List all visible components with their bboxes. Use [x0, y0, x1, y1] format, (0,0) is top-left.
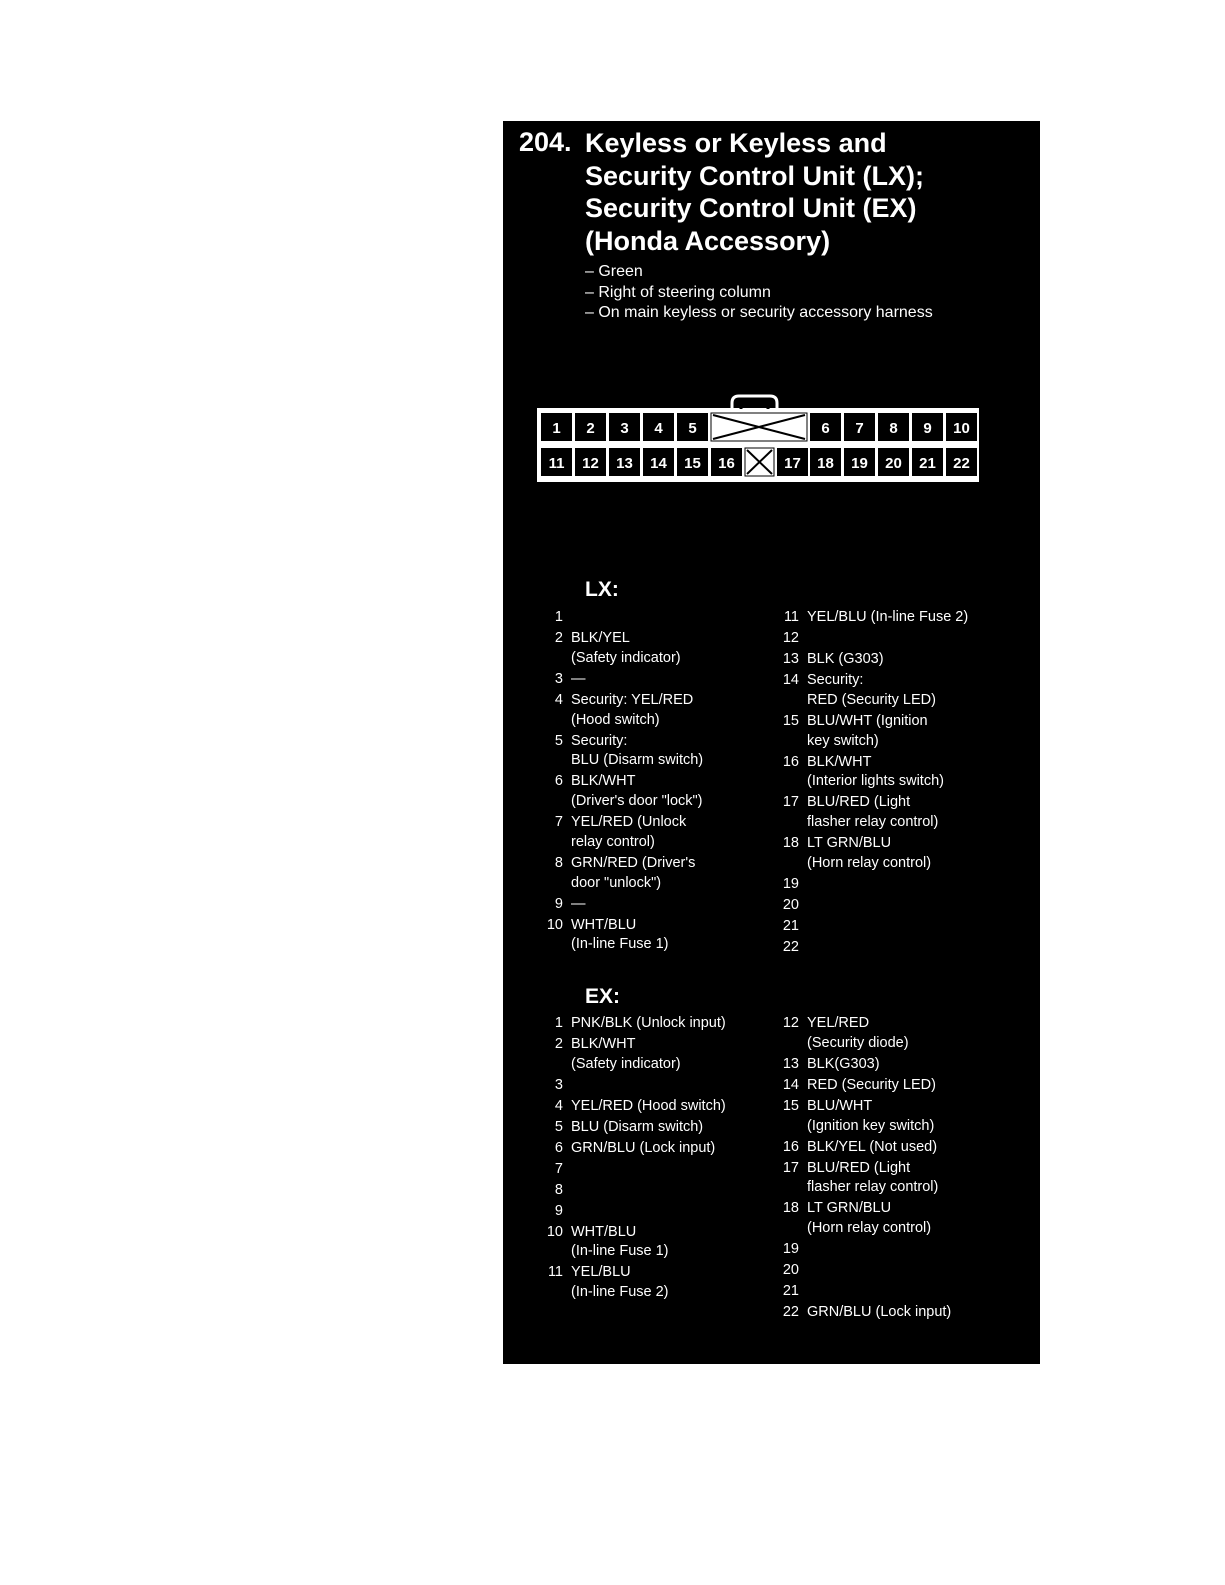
pin-entry — [539, 854, 703, 894]
pin-description — [571, 1014, 726, 1034]
pin-description-line — [807, 1261, 811, 1281]
lx-section-label: LX: — [585, 578, 619, 601]
pin-description-line: (Safety indicator) — [571, 1055, 681, 1072]
pin-number: 12 — [782, 629, 799, 646]
pin-entry — [539, 629, 703, 669]
pin-number: 21 — [782, 1283, 799, 1300]
pin-description — [807, 1097, 934, 1137]
pin-description-line: (Interior lights switch) — [807, 773, 944, 790]
pin-number: 19 — [782, 875, 799, 892]
pin-number: 18 — [782, 1200, 799, 1217]
pin-entry — [775, 671, 968, 711]
pin-entry — [775, 1159, 951, 1199]
pin-description-line: BLK(G303) — [807, 1055, 880, 1072]
pin-number: 1 — [554, 609, 563, 625]
pin-entry — [539, 1202, 726, 1222]
pin-number: 11 — [783, 609, 799, 625]
pin-description-line: (Horn relay control) — [807, 1220, 932, 1237]
diagram-panel — [503, 121, 1040, 1364]
pin-cavity-number: 19 — [851, 455, 868, 472]
pin-description — [571, 813, 686, 853]
pin-entry — [775, 834, 968, 874]
pin-description — [807, 608, 968, 628]
pin-entry — [775, 1055, 951, 1075]
pin-description — [807, 793, 938, 833]
pin-description — [571, 1202, 575, 1222]
pin-description-line: (Horn relay control) — [807, 854, 932, 871]
pin-number: 9 — [554, 1202, 563, 1219]
pin-cavity-number: 3 — [620, 420, 629, 437]
pin-cavity-number: 4 — [654, 420, 663, 437]
pin-description — [807, 875, 811, 895]
pin-description-line: BLU/WHT — [807, 1097, 873, 1114]
pin-description — [571, 916, 669, 956]
pin-number: 3 — [554, 1076, 563, 1093]
pin-description-line: door "unlock") — [571, 874, 662, 891]
pin-description-line: Security: YEL/RED — [571, 691, 694, 708]
pin-entry — [775, 712, 968, 752]
pin-entry — [775, 896, 968, 916]
pin-number: 17 — [782, 794, 799, 811]
pin-description-line: BLU (Disarm switch) — [571, 752, 704, 769]
title-line: Security Control Unit (EX) — [585, 193, 917, 223]
pin-entry — [539, 895, 703, 915]
pin-description-line: (In-line Fuse 1) — [571, 936, 669, 953]
pin-cavity-number: 13 — [616, 455, 633, 472]
pin-entry — [775, 1014, 951, 1054]
pin-number: 13 — [782, 650, 799, 667]
pin-description — [807, 650, 884, 670]
pin-number: 14 — [782, 1076, 799, 1093]
pin-entry — [539, 1263, 726, 1303]
ex-section-label: EX: — [585, 985, 621, 1008]
detail-harness: – On main keyless or security accessory harness — [585, 304, 933, 321]
pin-description — [807, 1055, 880, 1075]
pin-description — [571, 608, 575, 628]
pin-description-line: BLU (Disarm switch) — [571, 1118, 704, 1135]
pin-description-line: BLK (G303) — [807, 650, 884, 667]
pin-entry — [539, 670, 703, 690]
pin-description — [807, 1240, 811, 1260]
pin-entry — [539, 1076, 726, 1096]
pin-cavity-number: 18 — [817, 455, 834, 472]
pin-entry — [539, 916, 703, 956]
pin-entry — [775, 1282, 951, 1302]
pin-entry — [539, 1139, 726, 1159]
pin-entry — [775, 650, 968, 670]
pin-number: 2 — [554, 1035, 563, 1052]
pin-description-line: BLK/YEL — [571, 629, 630, 646]
pin-number: 20 — [782, 1262, 799, 1279]
pin-description — [807, 917, 811, 937]
pin-description — [807, 896, 811, 916]
pin-description — [807, 753, 944, 793]
ex-pin-list-left — [539, 1014, 726, 1304]
ex-pin-list-right — [775, 1014, 951, 1324]
pin-entry — [775, 1076, 951, 1096]
detail-color: – Green — [585, 263, 643, 280]
pin-description-line: — — [571, 895, 586, 912]
pin-description — [807, 1159, 938, 1199]
pin-description — [571, 772, 703, 812]
pin-description-line: (Safety indicator) — [571, 649, 681, 666]
pin-description — [571, 1035, 681, 1075]
pin-entry — [775, 608, 968, 628]
pin-entry — [539, 1014, 726, 1034]
pin-number: 17 — [782, 1159, 799, 1176]
pin-cavity-number: 20 — [885, 455, 902, 472]
pin-number: 3 — [554, 670, 563, 687]
pin-description — [571, 691, 693, 731]
pin-number: 7 — [554, 814, 563, 831]
pin-description — [571, 1076, 575, 1096]
pin-entry — [775, 938, 968, 958]
pin-description-line: YEL/BLU — [571, 1264, 631, 1281]
pin-description-line — [807, 1240, 811, 1260]
pin-description — [807, 1138, 937, 1158]
pin-description-line: key switch) — [807, 732, 879, 749]
pin-entry — [775, 1240, 951, 1260]
pin-description — [571, 670, 586, 690]
pin-description — [571, 1097, 726, 1117]
pin-description-line: flasher relay control) — [807, 1179, 939, 1196]
pin-number: 10 — [546, 1223, 563, 1240]
pin-description-line: YEL/RED — [807, 1015, 870, 1031]
page-title — [585, 127, 1025, 257]
pin-description-line — [807, 875, 811, 895]
pin-description — [807, 671, 936, 711]
pin-description — [807, 1199, 931, 1239]
pin-number: 2 — [554, 629, 563, 646]
pin-entry — [539, 813, 703, 853]
pin-description-line: (Ignition key switch) — [807, 1117, 935, 1134]
pin-cavity-number: 15 — [684, 455, 701, 472]
pin-cavity-number: 21 — [919, 455, 936, 472]
pin-description-line: WHT/BLU — [571, 916, 637, 933]
pin-description-line: GRN/RED (Driver's — [571, 854, 696, 871]
pin-entry — [775, 917, 968, 937]
pin-entry — [539, 1118, 726, 1138]
pin-cavity-number: 2 — [586, 420, 595, 437]
pin-cavity-number: 5 — [688, 420, 697, 437]
pin-description — [571, 895, 586, 915]
pin-entry — [775, 793, 968, 833]
pin-number: 19 — [782, 1241, 799, 1258]
pin-cavity-number: 6 — [821, 420, 830, 437]
pin-description-line: YEL/RED (Unlock — [571, 814, 687, 831]
title-line: Security Control Unit (LX); — [585, 160, 924, 191]
pin-entry — [539, 772, 703, 812]
pin-cavity-number: 8 — [889, 420, 898, 437]
pin-number: 15 — [782, 712, 799, 729]
pin-description-line — [807, 629, 811, 649]
pin-description-line: (Security diode) — [807, 1034, 909, 1051]
title-line: (Honda Accessory) — [585, 225, 831, 256]
pin-description — [571, 732, 703, 772]
pin-description-line: flasher relay control) — [807, 814, 939, 831]
pin-cavity-number: 16 — [718, 455, 735, 472]
pin-number: 15 — [782, 1097, 799, 1114]
pin-cavity-number: 7 — [855, 420, 864, 437]
pin-cavity-number: 12 — [582, 455, 599, 472]
pin-description-line — [807, 938, 811, 958]
pin-cavity-number: 1 — [552, 420, 561, 437]
pin-description — [807, 629, 811, 649]
pin-description — [571, 1181, 575, 1201]
pin-description-line: BLK/WHT — [571, 773, 636, 790]
pin-cavity-number: 17 — [784, 455, 801, 472]
pin-cavity-number: 14 — [650, 455, 667, 472]
pin-description-line: RED (Security LED) — [807, 691, 936, 708]
pin-description-line: relay control) — [571, 833, 655, 850]
pin-description-line: (Driver's door "lock") — [571, 793, 703, 810]
pin-number: 8 — [554, 1181, 563, 1198]
pin-number: 13 — [782, 1055, 799, 1072]
pin-entry — [775, 1303, 951, 1323]
pin-number: 7 — [554, 1160, 563, 1177]
pin-number: 9 — [554, 895, 563, 912]
pin-description-line — [571, 1202, 575, 1222]
pin-cavity-number: 9 — [923, 420, 932, 437]
pin-number: 6 — [554, 773, 563, 790]
pin-description — [571, 1139, 715, 1159]
title-line: Keyless or Keyless and — [585, 128, 887, 158]
pin-description-line: (Hood switch) — [571, 711, 660, 728]
section-number: 204. — [519, 127, 572, 157]
pin-number: 4 — [554, 1097, 563, 1114]
pin-cavity-number: 11 — [548, 455, 565, 472]
pin-description-line — [807, 896, 811, 916]
pin-description-line: BLK/WHT — [807, 753, 872, 770]
pin-description — [571, 629, 681, 669]
pin-description-line: BLU/WHT (Ignition — [807, 712, 928, 729]
pin-number: 8 — [554, 854, 563, 871]
pin-description — [571, 1263, 669, 1303]
pin-description — [571, 1223, 669, 1263]
pin-number: 5 — [554, 732, 563, 749]
pin-entry — [539, 691, 703, 731]
pin-cavity-number: 22 — [953, 455, 970, 472]
pin-description-line — [571, 1076, 575, 1096]
connector-details — [585, 262, 933, 324]
pin-description-line — [571, 608, 575, 628]
pin-entry — [539, 1160, 726, 1180]
pin-number: 10 — [546, 916, 563, 933]
pin-description-line: GRN/BLU (Lock input) — [807, 1304, 952, 1321]
pin-number: 20 — [782, 896, 799, 913]
pin-description-line: Security: — [807, 671, 864, 688]
pin-entry — [775, 875, 968, 895]
pin-description — [571, 854, 695, 894]
pin-description-line: RED (Security LED) — [807, 1076, 936, 1093]
pin-description — [807, 1282, 811, 1302]
pin-number: 4 — [554, 691, 563, 708]
pin-number: 5 — [554, 1118, 563, 1135]
pin-number: 6 — [554, 1139, 563, 1156]
pin-number: 18 — [782, 835, 799, 852]
pin-description-line: BLK/WHT — [571, 1035, 636, 1052]
pin-description-line: BLU/RED (Light — [807, 1159, 911, 1176]
pin-entry — [775, 753, 968, 793]
pin-description-line — [571, 1181, 575, 1201]
pin-number: 21 — [782, 917, 799, 934]
pin-description-line — [807, 1282, 811, 1302]
pin-entry — [539, 1181, 726, 1201]
lx-pin-list-left — [539, 608, 703, 956]
pin-number: 1 — [554, 1015, 563, 1031]
pin-description-line — [571, 1160, 575, 1180]
pin-entry — [775, 1261, 951, 1281]
pin-description-line: BLK/YEL (Not used) — [807, 1138, 938, 1155]
pin-description-line: PNK/BLK (Unlock input) — [571, 1015, 726, 1031]
pin-description-line — [807, 917, 811, 937]
pin-number: 11 — [547, 1264, 563, 1281]
pin-description-line: LT GRN/BLU — [807, 835, 892, 852]
pin-number: 22 — [782, 938, 799, 955]
detail-location: – Right of steering column — [585, 283, 771, 301]
pin-description — [571, 1118, 703, 1138]
pin-description — [807, 834, 931, 874]
pin-description — [807, 1076, 936, 1096]
pin-entry — [775, 1199, 951, 1239]
pin-description-line: (In-line Fuse 1) — [571, 1243, 669, 1260]
pin-description — [807, 1014, 909, 1054]
pin-entry — [539, 1035, 726, 1075]
pin-description — [807, 1261, 811, 1281]
pin-description-line: (In-line Fuse 2) — [571, 1284, 669, 1301]
pin-number: 14 — [782, 671, 799, 688]
pin-entry — [775, 629, 968, 649]
pin-description — [807, 938, 811, 958]
pin-description-line: GRN/BLU (Lock input) — [571, 1139, 716, 1156]
pin-cavity-number: 10 — [953, 420, 970, 437]
pin-entry — [775, 1138, 951, 1158]
pin-description-line: LT GRN/BLU — [807, 1200, 892, 1217]
pin-number: 22 — [782, 1304, 799, 1321]
pin-entry — [539, 1223, 726, 1263]
connector-diagram — [535, 387, 985, 487]
pin-description — [807, 712, 928, 752]
pin-entry — [539, 1097, 726, 1117]
pin-number: 16 — [782, 753, 799, 770]
pin-description-line: WHT/BLU — [571, 1223, 637, 1240]
pin-number: 16 — [782, 1138, 799, 1155]
pin-description-line: Security: — [571, 732, 628, 749]
pin-description-line: BLU/RED (Light — [807, 794, 911, 811]
pin-description-line: — — [571, 670, 586, 687]
pin-description — [571, 1160, 575, 1180]
pin-description-line: YEL/BLU (In-line Fuse 2) — [807, 609, 969, 625]
pin-entry — [775, 1097, 951, 1137]
pin-entry — [539, 608, 703, 628]
pin-description — [807, 1303, 951, 1323]
pin-number: 12 — [782, 1015, 799, 1031]
lx-pin-list-right — [775, 608, 968, 959]
pin-entry — [539, 732, 703, 772]
pin-description-line: YEL/RED (Hood switch) — [571, 1097, 726, 1114]
